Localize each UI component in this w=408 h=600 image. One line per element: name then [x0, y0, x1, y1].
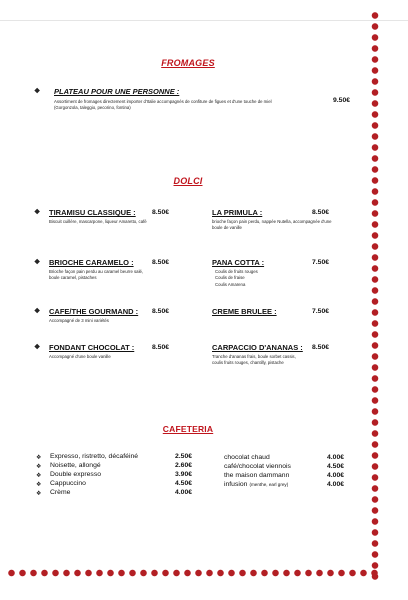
dessert-price: 8.50€ — [152, 259, 170, 266]
plateau-desc-1: Assortiment de fromages directement importer d'Italie accompagnés de confiture de figues et d'une touche de miel — [54, 99, 272, 104]
dessert-name: BRIOCHE CARAMELO : — [49, 258, 134, 267]
plateau-item — [34, 87, 360, 112]
drink-price: 4.00€ — [327, 481, 345, 488]
dessert-desc-line: boule de vanille — [212, 225, 242, 231]
dessert-name: LA PRIMULA : — [212, 208, 263, 217]
drink-name: chocolat chaud — [224, 454, 270, 461]
drink-name: Expresso, ristretto, décaféiné — [50, 453, 139, 460]
dessert-name: CAFE/THE GOURMAND : — [49, 307, 139, 316]
plateau-name: PLATEAU POUR UNE PERSONNE : — [54, 87, 180, 96]
plateau-desc-2: (Gorgonzola, taleggio, pecorino, fontina) — [54, 105, 131, 111]
drink-price: 3.90€ — [175, 471, 193, 478]
plateau-price: 9.50€ — [333, 97, 351, 104]
dessert-price: 8.50€ — [152, 344, 170, 351]
bullet-icon: ❖ — [36, 491, 42, 497]
dessert-name: FONDANT CHOCOLAT : — [49, 343, 135, 352]
drink-note: (menthe, earl grey) — [249, 482, 289, 487]
dessert-desc-line: Coulis Amarena — [215, 281, 246, 287]
dessert-desc-line: Coulis de fraise — [215, 275, 245, 281]
drink-name: Double expresso — [50, 471, 102, 478]
dessert-desc-line: boule caramel, pistaches — [49, 275, 97, 281]
drink-item — [224, 472, 289, 479]
dessert-name: TIRAMISU CLASSIQUE : — [49, 208, 136, 217]
dessert-desc-line: Biscuit cuillère, mascarpone, liqueur Amaretto, café — [49, 219, 147, 224]
drink-name: Crème — [50, 489, 71, 496]
section-title-fromages: FROMAGES — [161, 58, 215, 68]
bullet-icon: ❖ — [34, 344, 41, 351]
drink-name: Cappuccino — [50, 480, 86, 487]
drink-price: 4.00€ — [175, 489, 193, 496]
dessert-desc-line: Brioche façon pain perdu au caramel beurre salé, — [49, 269, 144, 274]
dessert-desc-line: Accompagné d'une boule vanille — [49, 354, 111, 359]
bullet-icon: ❖ — [36, 482, 42, 488]
drink-price: 4.00€ — [327, 454, 345, 461]
drink-name: the maison dammann — [224, 472, 290, 479]
drink-item — [224, 481, 288, 488]
drink-name: infusion — [224, 481, 248, 488]
bullet-icon: ❖ — [36, 473, 42, 479]
dessert-name: CARPACCIO D'ANANAS : — [212, 343, 303, 352]
drink-price: 4.50€ — [175, 480, 193, 487]
bullet-icon: ❖ — [34, 308, 41, 315]
section-title-cafeteria: CAFETERIA — [162, 424, 214, 434]
decorative-border-bottom — [6, 566, 382, 580]
top-edge — [0, 0, 408, 21]
bullet-icon: ❖ — [34, 209, 41, 216]
drink-item — [224, 454, 270, 461]
dessert-desc-line: Accompagné de 3 mini variétés — [49, 318, 109, 323]
dessert-name: PANA COTTA : — [212, 258, 265, 267]
decorative-border-right — [368, 10, 382, 582]
dessert-price: 8.50€ — [152, 209, 170, 216]
dessert-name: CREME BRULEE : — [212, 307, 277, 316]
bullet-icon: ❖ — [34, 88, 41, 95]
dessert-price: 7.50€ — [312, 259, 330, 266]
drink-price: 2.60€ — [175, 462, 193, 469]
drink-name: Noisette, allongé — [50, 462, 101, 469]
bullet-icon: ❖ — [36, 455, 42, 461]
dessert-desc-line: Coulis de fruits rouges — [215, 269, 258, 274]
drink-item — [224, 463, 291, 470]
dessert-desc-line: Tranche d'ananas frais, boule sorbet cassis, — [212, 354, 296, 359]
section-title-dolci: DOLCI — [173, 176, 203, 186]
dessert-price: 8.50€ — [312, 344, 330, 351]
drink-name: café/chocolat viennois — [224, 463, 291, 470]
bullet-icon: ❖ — [36, 464, 42, 470]
bullet-icon: ❖ — [34, 259, 41, 266]
dessert-desc-line: coulis fruits rouges, chantilly, pistache — [212, 360, 284, 366]
dessert-price: 7.50€ — [312, 308, 330, 315]
dessert-price: 8.50€ — [312, 209, 330, 216]
dessert-price: 8.50€ — [152, 308, 170, 315]
dessert-desc-line: brioche façon pain perdu, nappée Nutella, accompagnée d'une — [212, 219, 332, 224]
drink-price: 2.50€ — [175, 453, 193, 460]
drink-price: 4.00€ — [327, 472, 345, 479]
drink-price: 4.50€ — [327, 463, 345, 470]
